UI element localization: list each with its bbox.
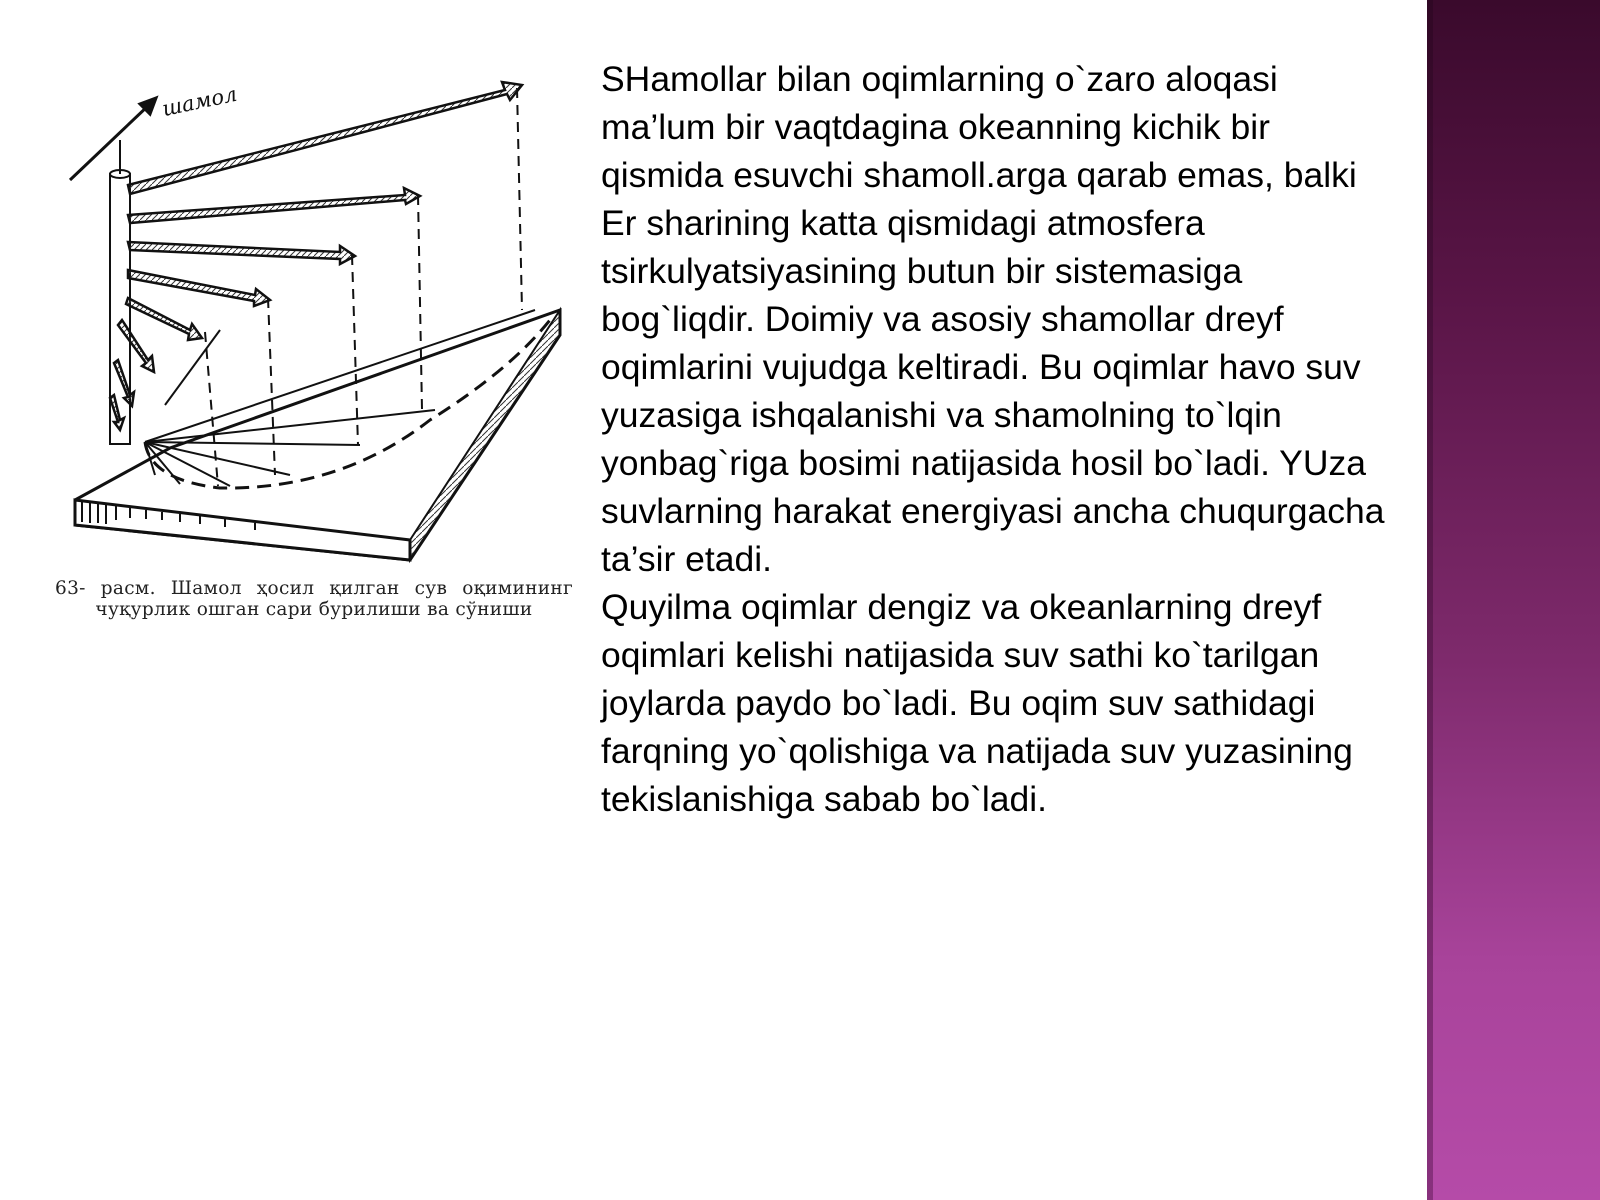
ekman-spiral-diagram	[50, 70, 580, 570]
paragraph-wind-currents: SHamollar bilan oqimlarning o`zaro aloqasi ma’lum bir vaqtdagina okeanning kichik bir qismida esuvchi shamoll.arga qarab emas, balki Er sharining katta qismidagi atmosfera tsirkulyatsiyasining butun bir sistemasiga bog`liqdir. Doimiy va asosiy shamollar dreyf oqimlarini vujudga keltiradi. Bu oqimlar havo suv yuzasiga ishqalanishi va shamolning to`lqin yonbag`riga bosimi natijasida hosil bo`ladi. YUza suvlarning harakat energiyasi ancha chuqurgacha ta’sir etadi.	[601, 59, 1385, 579]
decorative-side-panel	[1427, 0, 1600, 1200]
paragraph-surge-currents: Quyilma oqimlar dengiz va okeanlarning dreyf oqimlari kelishi natijasida suv sathi ko`tarilgan joylarda paydo bo`ladi. Bu oqim suv sathidagi farqning yo`qolishiga va natijada suv yuzasining tekislanishiga sabab bo`ladi.	[601, 587, 1353, 819]
base-slab	[75, 310, 560, 560]
wind-label: шамол	[160, 81, 240, 121]
ekman-spiral-figure	[50, 70, 580, 670]
wind-arrow	[70, 98, 156, 180]
body-text	[601, 55, 1401, 823]
figure-caption: 63- расм. Шамол ҳосил қилган сув оқимининг чуқурлик ошган сари бурилиши ва сўниши	[55, 578, 573, 620]
